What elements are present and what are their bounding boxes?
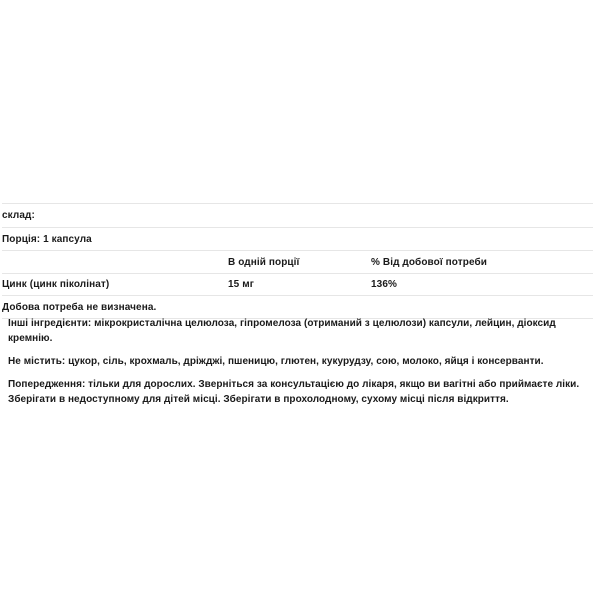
warning-text: Попередження: тільки для дорослих. Зверніться за консультацією до лікаря, якщо ви вагітні або приймаєте ліки. Зберігати в недоступному для дітей місці. Зберігати в прохолодному, сухому місці після відкриття. — [8, 379, 580, 405]
title-spacer-dv — [371, 204, 593, 228]
column-header-nutrient — [2, 251, 228, 274]
supplement-facts-table — [2, 203, 593, 319]
column-header-amount-per-serving: В одній порції — [228, 256, 300, 268]
nutrient-daily-value: 136% — [371, 279, 397, 290]
nutrient-amount: 15 мг — [228, 279, 254, 290]
serving-spacer-amount — [228, 228, 371, 251]
supplement-facts-title: склад: — [2, 210, 35, 221]
table-row-title — [2, 204, 593, 228]
table-row-column-headers — [2, 251, 593, 274]
column-header-daily-value: % Від добової потреби — [371, 256, 488, 268]
product-notes — [8, 316, 590, 407]
daily-value-footnote: Добова потреба не визначена. — [2, 301, 157, 313]
serving-spacer-dv — [371, 228, 593, 251]
other-ingredients-text: Інші інгредієнти: мікрокристалічна целюлоза, гіпромелоза (отриманий з целюлози) капсули, лейцин, діоксид кремнію. — [8, 318, 556, 344]
nutrient-name: Цинк (цинк піколінат) — [2, 279, 110, 290]
title-spacer-amount — [228, 204, 371, 228]
table-row — [2, 274, 593, 296]
table-row-serving-size — [2, 228, 593, 251]
serving-size-label: Порція: 1 капсула — [2, 233, 92, 245]
free-from-text: Не містить: цукор, сіль, крохмаль, дріжджі, пшеницю, глютен, кукурудзу, сою, молоко, яйця і консерванти. — [8, 356, 544, 367]
